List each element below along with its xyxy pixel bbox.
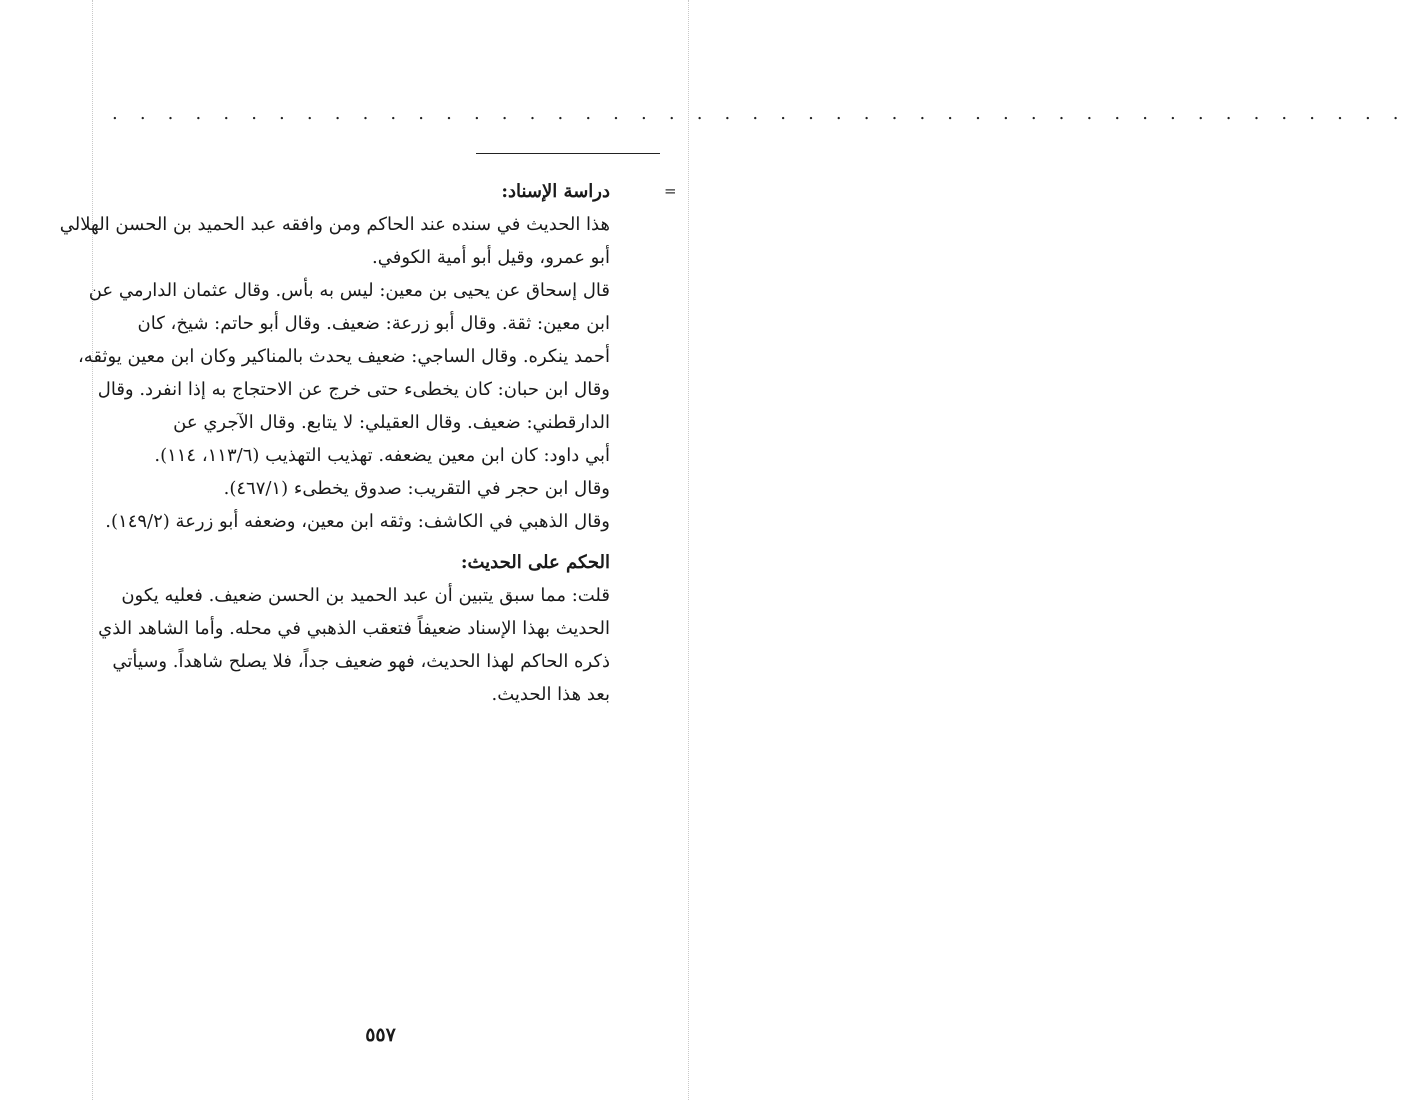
isnad-line: ابن معين: ثقة. وقال أبو زرعة: ضعيف. وقال أبو حاتم: شيخ، كان: [137, 313, 610, 334]
page-body: [59, 175, 610, 711]
isnad-line: وقال الذهبي في الكاشف: وثقه ابن معين، وضعفه أبو زرعة (١٤٩/٢).: [105, 511, 610, 532]
scan-margin-line-left: [92, 0, 93, 1100]
hadith-ruling-heading: الحكم على الحديث:: [460, 552, 610, 573]
dotted-separator: . . . . . . . . . . . . . . . . . . . . . . . . . . . . . . . . . . . . . . . . . . . . . . .: [112, 103, 1407, 124]
ruling-line: قلت: مما سبق يتبين أن عبد الحميد بن الحسن ضعيف. فعليه يكون: [121, 585, 610, 606]
isnad-line: أبو عمرو، وقيل أبو أمية الكوفي.: [372, 247, 610, 268]
ruling-line: ذكره الحاكم لهذا الحديث، فهو ضعيف جداً، فلا يصلح شاهداً. وسيأتي: [112, 651, 610, 672]
ruling-line: الحديث بهذا الإسناد ضعيفاً فتعقب الذهبي في محله. وأما الشاهد الذي: [98, 618, 610, 639]
isnad-line: أحمد ينكره. وقال الساجي: ضعيف يحدث بالمناكير وكان ابن معين يوثقه،: [77, 346, 610, 367]
isnad-line: هذا الحديث في سنده عند الحاكم ومن وافقه عبد الحميد بن الحسن الهلالي: [59, 214, 610, 235]
isnad-line: وقال ابن حبان: كان يخطىء حتى خرج عن الاحتجاج به إذا انفرد. وقال: [97, 379, 610, 400]
scan-margin-line-right: [688, 0, 689, 1100]
footnote-rule: [476, 153, 660, 154]
isnad-line: أبي داود: كان ابن معين يضعفه. تهذيب التهذيب (١١٣/٦، ١١٤).: [154, 445, 610, 466]
isnad-line: الدارقطني: ضعيف. وقال العقيلي: لا يتابع. وقال الآجري عن: [173, 412, 610, 433]
ruling-line: بعد هذا الحديث.: [491, 684, 610, 705]
page-number: ٥٥٧: [365, 1024, 396, 1046]
isnad-study-heading: دراسة الإسناد:: [501, 181, 610, 202]
isnad-line: وقال ابن حجر في التقريب: صدوق يخطىء (٤٦٧/١).: [223, 478, 610, 499]
isnad-line: قال إسحاق عن يحيى بن معين: ليس به بأس. وقال عثمان الدارمي عن: [88, 280, 610, 301]
continuation-mark: =: [664, 182, 677, 200]
